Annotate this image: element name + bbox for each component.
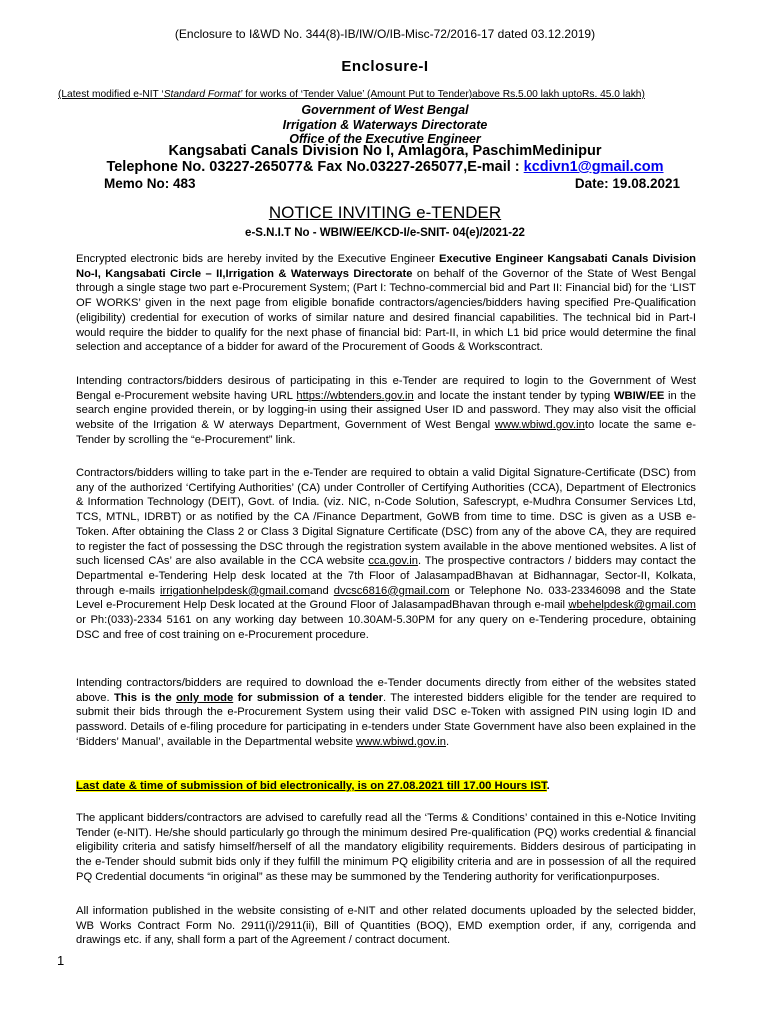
- paragraph-information: All information published in the website consisting of e-NIT and other related documents uploaded by the selected bidder, WB Works Contract Form No. 2911(i)/2911(ii), Bill of Quantities (BOQ), EMD exemption order, if any, corrigenda and drawings etc. if any, shall form a part of the Agreement / contract document.: [76, 905, 696, 947]
- paragraph-terms: The applicant bidders/contractors are advised to carefully read all the ‘Terms & Conditions’ contained in this e-Notice Inviting Tender (e-NIT). He/she should particularly go through the minimum desired Pre-qualification (PQ) works credential & financial eligibility criteria and satisfy himself/herself of all the mandatory eligibility requirements. Bidders desirous of participating in the e-Tender should submit bids only if they fulfill the minimum PQ eligibility criteria and are in possession of all the required PQ Credential documents “in original” as these may be summoned by the Tendering authority for verificationpurposes.: [76, 812, 696, 883]
- wbiwd-manual-link[interactable]: www.wbiwd.gov.in: [356, 735, 446, 748]
- memo-date: Date: 19.08.2021: [574, 176, 680, 191]
- government-header: [0, 103, 770, 147]
- wbiwd-link[interactable]: www.wbiwd.gov.in: [494, 419, 585, 432]
- paragraph-download: Intending contractors/bidders are required to download the e-Tender documents directly from either of the websites stated above. This is the only mode for submission of a tender. The interested bidders eligible for the tender are required to submit their bids through the e-Procurement System using their valid DSC e-Token with assigned PIN using login ID and password. Details of e-filing procedure for participating in e-tenders under State Government have also been explained in the ‘Bidders’ Manual’, available in the Departmental website www.wbiwd.gov.in.: [76, 677, 697, 748]
- gov-line-2: Irrigation & Waterways Directorate: [282, 117, 488, 132]
- enclosure-reference: (Enclosure to I&WD No. 344(8)-IB/IW/O/IB-Misc-72/2016-17 dated 03.12.2019): [174, 27, 596, 41]
- page-number: 1: [57, 953, 65, 968]
- notice-title: NOTICE INVITING e-TENDER: [268, 203, 502, 222]
- latest-modified-note: (Latest modified e-NIT ‘Standard Format’ for works of ‘Tender Value’ (Amount Put to Tender)above Rs.5.00 lakh uptoRs. 45.0 lakh): [58, 89, 645, 100]
- gov-line-3: Office of the Executive Engineer: [289, 132, 481, 146]
- irrigation-helpdesk-email[interactable]: irrigationhelpdesk@gmail.com: [160, 584, 311, 597]
- enclosure-title: Enclosure-I: [341, 58, 429, 75]
- last-date-notice: Last date & time of submission of bid electronically, is on 27.08.2021 till 17.00 Hours IST.: [76, 780, 550, 792]
- gov-line-1: Government of West Bengal: [301, 103, 469, 117]
- wbehelpdesk-email[interactable]: wbehelpdesk@gmail.com: [568, 599, 696, 612]
- email-link[interactable]: kcdivn1@gmail.com: [523, 159, 664, 175]
- wbtenders-link[interactable]: https://wbtenders.gov.in: [296, 389, 414, 402]
- memo-date-row: [104, 176, 680, 191]
- memo-number: Memo No: 483: [104, 176, 196, 191]
- paragraph-invitation: Encrypted electronic bids are hereby invited by the Executive Engineer Executive Engineer Kangsabati Canals Division No-I, Kangsabati Circle – II,Irrigation & Waterways Directorate on behalf of the Governor of the State of West Bengal through a single stage two part e-Procurement System; (Part I: Techno-commercial bid and Part II: Financial bid) for the ‘LIST OF WORKS’ given in the next page from eligible bonafide contractors/agencies/bidders having specified Pre-Qualification (eligibility) credential for execution of works of similar nature and desired financial capabilities. The technical bid in Part-I would require the bidder to qualify for the next phase of financial bid: Part-II, in which L1 bid price would determine the final selection and acceptance of a bidder for award of the Procurement of Goods & Workscontract.: [76, 253, 696, 354]
- dvcsc-email[interactable]: dvcsc6816@gmail.com: [333, 584, 450, 597]
- snit-number: e-S.N.I.T No - WBIW/EE/KCD-I/e-SNIT- 04(e)/2021-22: [245, 227, 525, 239]
- cca-link[interactable]: cca.gov.in: [368, 555, 418, 568]
- contact-line: Telephone No. 03227-265077& Fax No.03227-265077,E-mail : kcdivn1@gmail.com: [106, 159, 664, 175]
- paragraph-login: Intending contractors/bidders desirous of participating in this e-Tender are required to login to the Government of West Bengal e-Procurement website having URL https://wbtenders.gov.in and locate the instant tender by typing WBIW/EE in the search engine provided therein, or by logging-in using their assigned User ID and password. They may also visit the official website of the Irrigation & W aterways Department, Government of West Bengal www.wbiwd.gov.into locate the same e-Tender by scrolling the “e-Procurement” link.: [76, 375, 696, 446]
- division-name: Kangsabati Canals Division No I, Amlagora, PaschimMedinipur: [168, 143, 602, 159]
- paragraph-dsc: Contractors/bidders willing to take part in the e-Tender are required to obtain a valid Digital Signature-Certificate (DSC) from any of the authorized ‘Certifying Authorities’ (CA) under Controller of Certifying Authorities (CCA), Department of Electronics & Information Technology (DEIT), Govt. of India. (viz. NIC, n-Code Solution, Safescrypt, e-Mudhra Consumer Services Ltd, TCS, MTNL, IDRBT) or as notified by the CA /Finance Department, GoWB from time to time. DSC is given as a USB e-Token. After obtaining the Class 2 or Class 3 Digital Signature Certificate (DSC) from any of the above CA, they are required to register the fact of possessing the DSC through the registration system available in the above mentioned websites. A list of such licensed CAs’ are also available in the CCA website cca.gov.in. The prospective contractors / bidders may contact the Departmental e-Tendering Help desk located at the 7th Floor of JalasampadBhavan at Bidhannagar, Sector-II, Kolkata, through e-mails irrigationhelpdesk@gmail.comand dvcsc6816@gmail.com or Telephone No. 033-23346098 and the State Level e-Procurement Help Desk located at the Ground Floor of JalasampadBhavan through e-mail wbehelpdesk@gmail.com or Ph:(033)-2334 5161 on any working day between 10.30AM-5.30PM for any query on e-Tendering procedure, obtaining DSC and free of cost training on e-Procurement procedure.: [76, 467, 697, 641]
